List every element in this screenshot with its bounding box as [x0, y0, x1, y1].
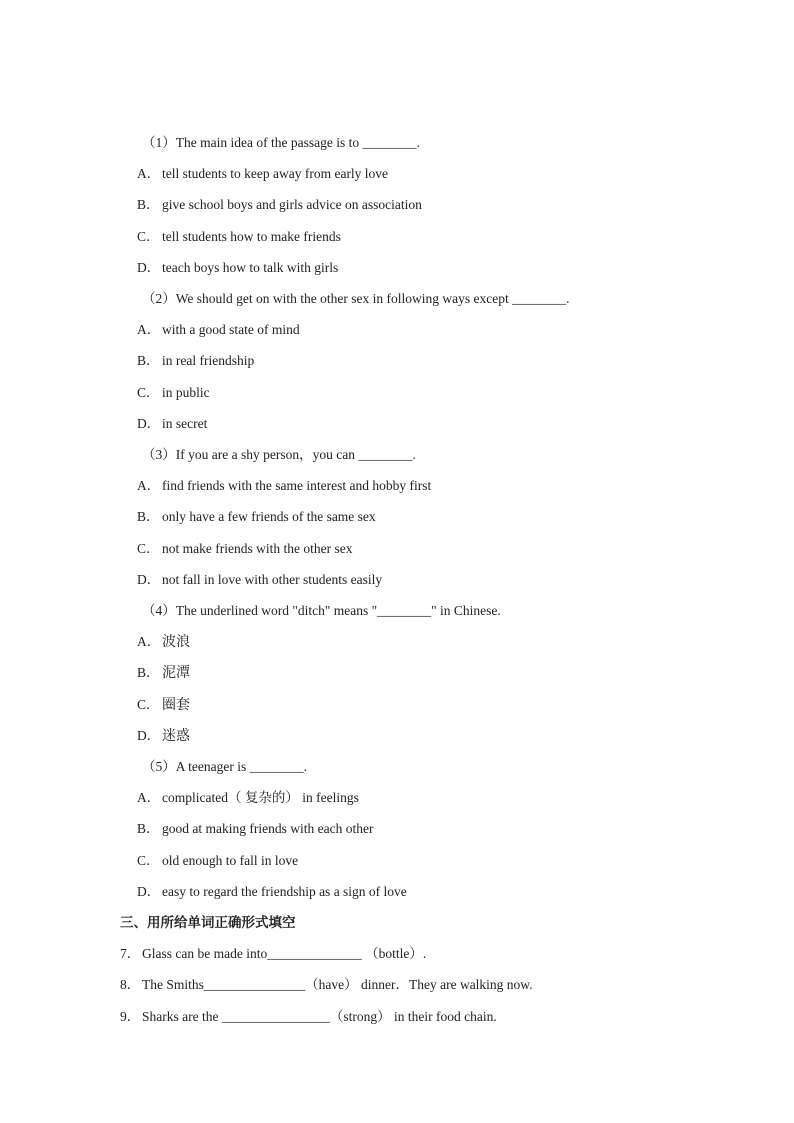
option-letter: D． [137, 416, 161, 431]
question-5-stem: （5）A teenager is ________. [142, 759, 307, 774]
question-2-option-c [137, 382, 210, 404]
item-text: The Smiths_______________（have） dinner．They are walking now. [142, 977, 533, 992]
question-5-option-b [137, 818, 373, 840]
question-2-stem: （2）We should get on with the other sex in following ways except ________. [142, 291, 570, 306]
item-text: Glass can be made into______________ （bottle）. [142, 946, 427, 961]
option-letter: C． [137, 541, 160, 556]
question-2-option-a [137, 319, 300, 341]
question-1-stem: （1）The main idea of the passage is to ________. [142, 135, 420, 150]
question-4-option-a [137, 631, 190, 653]
option-text: not fall in love with other students easily [162, 572, 383, 587]
option-letter: C． [137, 229, 160, 244]
question-2-option-d [137, 413, 207, 435]
option-letter: B． [137, 509, 160, 524]
question-5-option-a [137, 787, 359, 809]
question-1-option-d [137, 257, 338, 279]
option-letter: B． [137, 821, 160, 836]
option-text: 圈套 [162, 697, 190, 713]
option-text: tell students to keep away from early love [162, 166, 389, 181]
question-1-option-a [137, 163, 388, 185]
option-letter: C． [137, 853, 160, 868]
section-title: 三、用所给单词正确形式填空 [120, 915, 296, 931]
question-4-option-b [137, 662, 190, 684]
option-letter: D． [137, 884, 161, 899]
option-letter: D． [137, 728, 161, 743]
question-1-option-c [137, 226, 341, 248]
question-4-stem: （4）The underlined word "ditch" means "________" in Chinese. [142, 603, 501, 618]
question-3-option-b [137, 506, 376, 528]
question-1-option-b [137, 194, 422, 216]
option-text: in real friendship [162, 353, 255, 368]
option-text: only have a few friends of the same sex [162, 509, 376, 524]
option-text: give school boys and girls advice on association [162, 197, 422, 212]
option-letter: A． [137, 478, 161, 493]
option-text: old enough to fall in love [162, 853, 299, 868]
option-text: find friends with the same interest and hobby first [162, 478, 432, 493]
option-letter: B． [137, 665, 160, 680]
fill-item-8 [120, 974, 533, 996]
option-text: teach boys how to talk with girls [162, 260, 339, 275]
option-letter: B． [137, 197, 160, 212]
option-text: good at making friends with each other [162, 821, 374, 836]
item-number: 9． [120, 1009, 141, 1024]
option-letter: C． [137, 697, 160, 712]
option-text: in public [162, 385, 210, 400]
option-text: with a good state of mind [162, 322, 300, 337]
question-3-option-d [137, 569, 382, 591]
fill-item-9 [120, 1006, 497, 1028]
option-text: complicated（ 复杂的） in feelings [162, 790, 359, 805]
question-3-option-c [137, 538, 352, 560]
option-letter: B． [137, 353, 160, 368]
question-3-option-a [137, 475, 431, 497]
option-letter: A． [137, 634, 161, 649]
question-3-stem: （3）If you are a shy person，you can ________. [142, 447, 416, 462]
option-text: 迷惑 [162, 728, 190, 744]
option-text: easy to regard the friendship as a sign of love [162, 884, 407, 899]
option-text: 波浪 [162, 634, 190, 650]
item-number: 8． [120, 977, 141, 992]
question-4-option-d [137, 725, 190, 747]
item-number: 7． [120, 946, 141, 961]
option-letter: C． [137, 385, 160, 400]
option-text: in secret [162, 416, 208, 431]
option-text: 泥潭 [162, 665, 190, 681]
fill-item-7 [120, 943, 426, 965]
option-text: tell students how to make friends [162, 229, 341, 244]
option-letter: D． [137, 260, 161, 275]
option-letter: A． [137, 322, 161, 337]
question-5-option-d [137, 881, 407, 903]
option-letter: D． [137, 572, 161, 587]
item-text: Sharks are the ________________（strong） in their food chain. [142, 1009, 497, 1024]
question-2-option-b [137, 350, 254, 372]
option-letter: A． [137, 166, 161, 181]
option-letter: A． [137, 790, 161, 805]
question-5-option-c [137, 850, 298, 872]
question-4-option-c [137, 694, 190, 716]
option-text: not make friends with the other sex [162, 541, 353, 556]
